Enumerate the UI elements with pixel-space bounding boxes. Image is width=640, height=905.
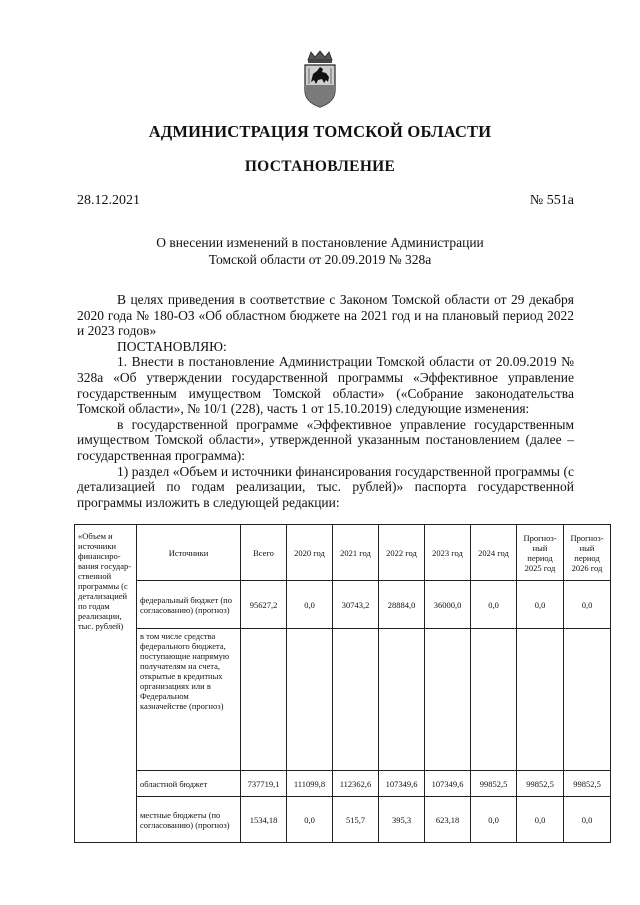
header-cell: Всего [241,525,287,581]
table-header-row [75,525,611,581]
value-cell [564,629,611,771]
value-cell [425,629,471,771]
table-row [75,629,611,771]
organization-title: АДМИНИСТРАЦИЯ ТОМСКОЙ ОБЛАСТИ [148,122,492,141]
document-date: 28.12.2021 [77,193,140,208]
document-number: № 551а [529,193,574,208]
value-cell [517,629,564,771]
value-cell: 107349,6 [379,771,425,797]
value-cell: 99852,5 [517,771,564,797]
header-cell: 2020 год [287,525,333,581]
document-subject [0,234,640,268]
value-cell: 36000,0 [425,581,471,629]
subject-line-2: Томской области от 20.09.2019 № 328а [208,252,432,267]
header-cell: 2022 год [379,525,425,581]
value-cell: 0,0 [287,581,333,629]
value-cell: 28884,0 [379,581,425,629]
value-cell [379,629,425,771]
header-cell: 2024 год [471,525,517,581]
value-cell: 395,3 [379,797,425,843]
table-row [75,771,611,797]
value-cell: 112362,6 [333,771,379,797]
value-cell: 737719,1 [241,771,287,797]
header-cell: Прогноз-ный период 2025 год [517,525,564,581]
source-cell: федеральный бюджет (по согласованию) (прогноз) [137,581,241,629]
financing-table [74,524,611,843]
value-cell: 30743,2 [333,581,379,629]
value-cell: 1534,18 [241,797,287,843]
value-cell [471,629,517,771]
value-cell: 99852,5 [564,771,611,797]
document-type: ПОСТАНОВЛЕНИЕ [244,158,396,175]
value-cell: 623,18 [425,797,471,843]
value-cell: 0,0 [517,797,564,843]
source-cell: в том числе средства федерального бюджета, поступающие напрямую получателям на счета, открытые в кредитных организациях или в Федеральном казначействе (прогноз) [137,629,241,771]
paragraph-section-1: 1) раздел «Объем и источники финансирования государственной программы (с детализацией по годам реализации, тыс. рублей)» паспорта государственной программы изложить в следующей редакции: [77,463,574,510]
financing-section-label: «Объем и источники финансиро-вания государ-ственной программы (с детализацией по годам реализации, тыс. рублей) [75,525,137,843]
paragraph-item-1: 1. Внести в постановление Администрации Томской области от 20.09.2019 № 328а «Об утверждении государственной программы «Эффективное управление государственным имуществом Томской области» («Собрание законодательства Томской области», № 10/1 (228), часть 1 от 15.10.2019) следующие изменения: [77,354,574,417]
value-cell: 99852,5 [471,771,517,797]
table-row [75,797,611,843]
subject-line-1: О внесении изменений в постановление Администрации [156,235,484,250]
value-cell: 0,0 [471,581,517,629]
value-cell: 0,0 [287,797,333,843]
source-cell: местные бюджеты (по согласованию) (прогноз) [137,797,241,843]
value-cell: 0,0 [517,581,564,629]
paragraph-preamble: В целях приведения в соответствие с Законом Томской области от 29 декабря 2020 года № 180-ОЗ «Об областном бюджете на 2021 год и на плановый период 2022 и 2023 годов» [77,292,574,339]
paragraph-program: в государственной программе «Эффективное управление государственным имуществом Томской области», утвержденной указанным постановлением (далее – государственная программа): [77,416,574,463]
value-cell: 0,0 [564,581,611,629]
value-cell: 0,0 [564,797,611,843]
value-cell: 111099,8 [287,771,333,797]
header-cell: Источники [137,525,241,581]
value-cell: 515,7 [333,797,379,843]
table-row [75,581,611,629]
value-cell: 0,0 [471,797,517,843]
paragraph-resolve: ПОСТАНОВЛЯЮ: [117,338,227,354]
document-body [77,292,574,510]
value-cell: 95627,2 [241,581,287,629]
header-cell: 2023 год [425,525,471,581]
value-cell [241,629,287,771]
value-cell: 107349,6 [425,771,471,797]
value-cell [287,629,333,771]
value-cell [333,629,379,771]
header-cell: Прогноз-ный период 2026 год [564,525,611,581]
header-cell: 2021 год [333,525,379,581]
tomsk-coat-of-arms-icon [300,50,340,108]
source-cell: областной бюджет [137,771,241,797]
